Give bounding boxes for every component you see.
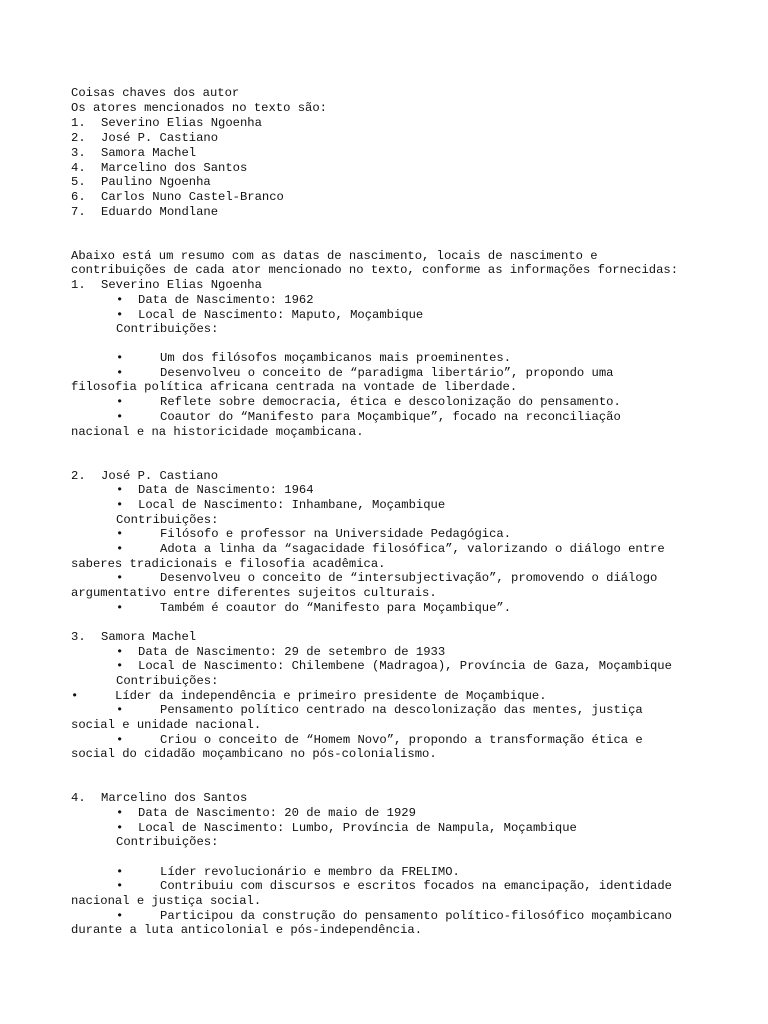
birth-date: Data de Nascimento: 20 de maio de 1929	[138, 806, 416, 820]
bullet-icon: •	[116, 703, 124, 717]
bullet-icon: •	[116, 542, 124, 556]
author-name: Marcelino dos Santos	[101, 161, 248, 175]
section-name: Samora Machel	[101, 630, 197, 644]
birth-date: Data de Nascimento: 29 de setembro de 1933	[138, 645, 446, 659]
list-number: 1.	[71, 116, 86, 130]
summary-paragraph-line: Abaixo está um resumo com as datas de nascimento, locais de nascimento e	[71, 249, 598, 263]
author-name: Paulino Ngoenha	[101, 175, 211, 189]
bullet-icon: •	[116, 366, 124, 380]
bullet-icon: •	[116, 909, 124, 923]
bullet-icon: •	[116, 351, 124, 365]
authors-lead: Os atores mencionados no texto são:	[71, 101, 327, 115]
bullet-icon: •	[116, 293, 124, 307]
contribution-text: Coautor do “Manifesto para Moçambique”, focado na reconciliação	[160, 410, 621, 424]
author-list-item	[71, 175, 211, 190]
birth-date-item	[116, 645, 445, 660]
bullet-icon: •	[116, 879, 124, 893]
author-name: Severino Elias Ngoenha	[101, 116, 262, 130]
author-name: Eduardo Mondlane	[101, 205, 219, 219]
document-title: Coisas chaves dos autor	[71, 86, 240, 100]
section-number: 2.	[71, 469, 86, 483]
summary-paragraph-line: contribuições de cada ator mencionado no texto, conforme as informações fornecidas:	[71, 263, 679, 277]
birth-place: Local de Nascimento: Chilembene (Madragoa), Província de Gaza, Moçambique	[138, 659, 672, 673]
bullet-icon: •	[71, 689, 79, 703]
contribution-item	[116, 395, 621, 410]
bullet-icon: •	[116, 498, 124, 512]
author-list-item	[71, 161, 247, 176]
contributions-label: Contribuições:	[116, 835, 219, 849]
list-number: 2.	[71, 131, 86, 145]
contributions-label: Contribuições:	[116, 513, 219, 527]
bullet-icon: •	[116, 645, 124, 659]
contribution-continuation: nacional e justiça social.	[71, 894, 262, 908]
list-number: 6.	[71, 190, 86, 204]
birth-place: Local de Nascimento: Lumbo, Província de Nampula, Moçambique	[138, 821, 577, 835]
contribution-item	[71, 689, 547, 704]
bullet-icon: •	[116, 571, 124, 585]
author-list-item	[71, 116, 262, 131]
author-name: José P. Castiano	[101, 131, 219, 145]
section-heading	[71, 469, 218, 484]
contribution-item	[116, 703, 643, 718]
contribution-text: Pensamento político centrado na descolonização das mentes, justiça	[160, 703, 643, 717]
contribution-item	[116, 865, 460, 880]
contribution-item	[116, 351, 511, 366]
birth-place-item	[116, 498, 445, 513]
author-list-item	[71, 190, 284, 205]
contribution-text: Um dos filósofos moçambicanos mais proeminentes.	[160, 351, 512, 365]
birth-date-item	[116, 293, 314, 308]
bullet-icon: •	[116, 410, 124, 424]
section-number: 1.	[71, 278, 86, 292]
contribution-text: Líder revolucionário e membro da FRELIMO.	[160, 865, 460, 879]
contribution-text: Adota a linha da “sagacidade filosófica”, valorizando o diálogo entre	[160, 542, 665, 556]
bullet-icon: •	[116, 601, 124, 615]
bullet-icon: •	[116, 395, 124, 409]
birth-place-item	[116, 659, 672, 674]
contribution-continuation: argumentativo entre diferentes sujeitos culturais.	[71, 586, 437, 600]
section-name: José P. Castiano	[101, 469, 219, 483]
bullet-icon: •	[116, 806, 124, 820]
bullet-icon: •	[116, 659, 124, 673]
birth-date: Data de Nascimento: 1962	[138, 293, 314, 307]
contribution-item	[116, 879, 672, 894]
section-heading	[71, 630, 196, 645]
contribution-item	[116, 542, 665, 557]
section-heading	[71, 791, 247, 806]
section-name: Severino Elias Ngoenha	[101, 278, 262, 292]
contribution-item	[116, 410, 621, 425]
contribution-item	[116, 909, 672, 924]
contribution-text: Criou o conceito de “Homem Novo”, propondo a transformação ética e	[160, 733, 643, 747]
birth-place: Local de Nascimento: Inhambane, Moçambique	[138, 498, 446, 512]
contribution-text: Desenvolveu o conceito de “paradigma libertário”, propondo uma	[160, 366, 614, 380]
contribution-continuation: durante a luta anticolonial e pós-independência.	[71, 923, 423, 937]
contribution-continuation: social e unidade nacional.	[71, 718, 262, 732]
birth-date-item	[116, 806, 416, 821]
list-number: 4.	[71, 161, 86, 175]
bullet-icon: •	[116, 821, 124, 835]
bullet-icon: •	[116, 733, 124, 747]
contribution-text: Filósofo e professor na Universidade Pedagógica.	[160, 527, 512, 541]
contribution-text: Contribuiu com discursos e escritos focados na emancipação, identidade	[160, 879, 672, 893]
list-number: 7.	[71, 205, 86, 219]
contributions-label: Contribuições:	[116, 322, 219, 336]
section-number: 4.	[71, 791, 86, 805]
contribution-text: Reflete sobre democracia, ética e descolonização do pensamento.	[160, 395, 621, 409]
section-number: 3.	[71, 630, 86, 644]
contribution-item	[116, 527, 511, 542]
contribution-text: Desenvolveu o conceito de “intersubjectivação”, promovendo o diálogo	[160, 571, 658, 585]
bullet-icon: •	[116, 527, 124, 541]
author-name: Samora Machel	[101, 146, 197, 160]
bullet-icon: •	[116, 308, 124, 322]
birth-date: Data de Nascimento: 1964	[138, 483, 314, 497]
author-name: Carlos Nuno Castel-Branco	[101, 190, 284, 204]
contribution-item	[116, 733, 643, 748]
section-name: Marcelino dos Santos	[101, 791, 248, 805]
contribution-continuation: saberes tradicionais e filosofia acadêmica.	[71, 557, 386, 571]
birth-place-item	[116, 821, 577, 836]
list-number: 5.	[71, 175, 86, 189]
bullet-icon: •	[116, 865, 124, 879]
contribution-item	[116, 571, 657, 586]
birth-date-item	[116, 483, 314, 498]
contribution-continuation: nacional e na historicidade moçambicana.	[71, 425, 364, 439]
contribution-text: Participou da construção do pensamento político-filosófico moçambicano	[160, 909, 672, 923]
contribution-item	[116, 366, 613, 381]
contribution-continuation: filosofia política africana centrada na vontade de liberdade.	[71, 380, 518, 394]
contribution-continuation: social do cidadão moçambicano no pós-colonialismo.	[71, 747, 437, 761]
author-list-item	[71, 205, 218, 220]
contribution-item	[116, 601, 511, 616]
bullet-icon: •	[116, 483, 124, 497]
birth-place: Local de Nascimento: Maputo, Moçambique	[138, 308, 424, 322]
author-list-item	[71, 131, 218, 146]
section-heading	[71, 278, 262, 293]
contribution-text: Também é coautor do “Manifesto para Moçambique”.	[160, 601, 512, 615]
contributions-label: Contribuições:	[116, 674, 219, 688]
author-list-item	[71, 146, 196, 161]
list-number: 3.	[71, 146, 86, 160]
birth-place-item	[116, 308, 423, 323]
contribution-text: Líder da independência e primeiro presidente de Moçambique.	[115, 689, 547, 703]
